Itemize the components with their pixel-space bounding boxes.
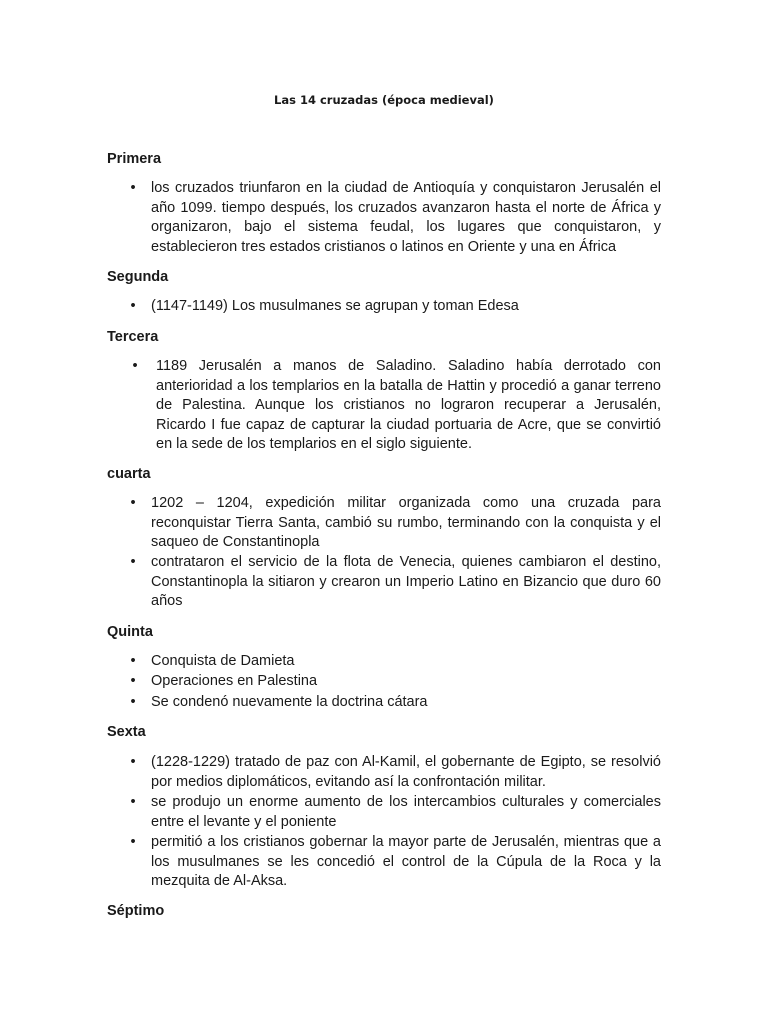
list-item-text: contrataron el servicio de la flota de Venecia, quienes cambiaron el destino, Constantinopla la sitiaron y crearon un Imperio Latino en Bizancio que duro 60 años [151,554,661,610]
list-item [130,672,661,692]
bullet: • [130,495,136,511]
list-item-text: 1202 – 1204, expedición militar organizada como una cruzada para reconquistar Tierra Santa, cambió su rumbo, terminando con la conquista y el saqueo de Constantinopla [151,495,661,551]
bullet: • [130,673,136,689]
section-heading-segunda: Segunda [107,269,169,285]
list-item [130,833,661,892]
list-item-text: Conquista de Damieta [151,653,295,669]
list-item [130,693,661,713]
list-item-text: los cruzados triunfaron en la ciudad de Antioquía y conquistaron Jerusalén el año 1099. tiempo después, los cruzados avanzaron hasta el norte de África y organizaron, bajo el sistema feudal, los lugares que conquistaron, y establecieron tres estados cristianos o latinos en Oriente y una en África [151,180,661,255]
list-item-text: (1147-1149) Los musulmanes se agrupan y toman Edesa [151,298,519,314]
section-heading-cuarta: cuarta [107,466,151,482]
list-item-text: 1189 Jerusalén a manos de Saladino. Saladino había derrotado con anterioridad a los templarios en la batalla de Hattin y procedió a ganar terreno de Palestina. Aunque los cristianos no lograron recuperar a Jerusalén, Ricardo I fue capaz de capturar la ciudad portuaria de Acre, que se convirtió en la sede de los templarios en el siglo siguiente. [156,358,661,453]
list-item-text: (1228-1229) tratado de paz con Al-Kamil, el gobernante de Egipto, se resolvió por medios diplomáticos, evitando así la confrontación militar. [151,754,661,790]
list-item [130,297,661,317]
list-item [130,553,661,612]
bullet: • [130,298,136,314]
bullet: • [130,694,136,710]
section-heading-quinta: Quinta [107,624,153,640]
list-item [130,179,661,257]
list-item-text: se produjo un enorme aumento de los intercambios culturales y comerciales entre el levante y el poniente [151,794,661,830]
bullet: • [130,794,136,810]
bullet: • [130,554,136,570]
list-item-text: permitió a los cristianos gobernar la mayor parte de Jerusalén, mientras que a los musulmanes se les concedió el control de la Cúpula de la Roca y la mezquita de Al-Aksa. [151,834,661,890]
list-item [130,753,661,792]
list-item [132,357,661,455]
section-heading-septimo: Séptimo [107,903,165,919]
list-item-text: Se condenó nuevamente la doctrina cátara [151,694,428,710]
section-heading-tercera: Tercera [107,329,159,345]
document-title: Las 14 cruzadas (época medieval) [274,93,494,107]
bullet: • [132,358,138,374]
list-item [130,652,661,672]
list-item-text: Operaciones en Palestina [151,673,318,689]
bullet: • [130,180,136,196]
bullet: • [130,653,136,669]
bullet: • [130,834,136,850]
section-heading-primera: Primera [107,151,162,167]
bullet: • [130,754,136,770]
list-item [130,793,661,832]
section-heading-sexta: Sexta [107,724,146,740]
list-item [130,494,661,553]
